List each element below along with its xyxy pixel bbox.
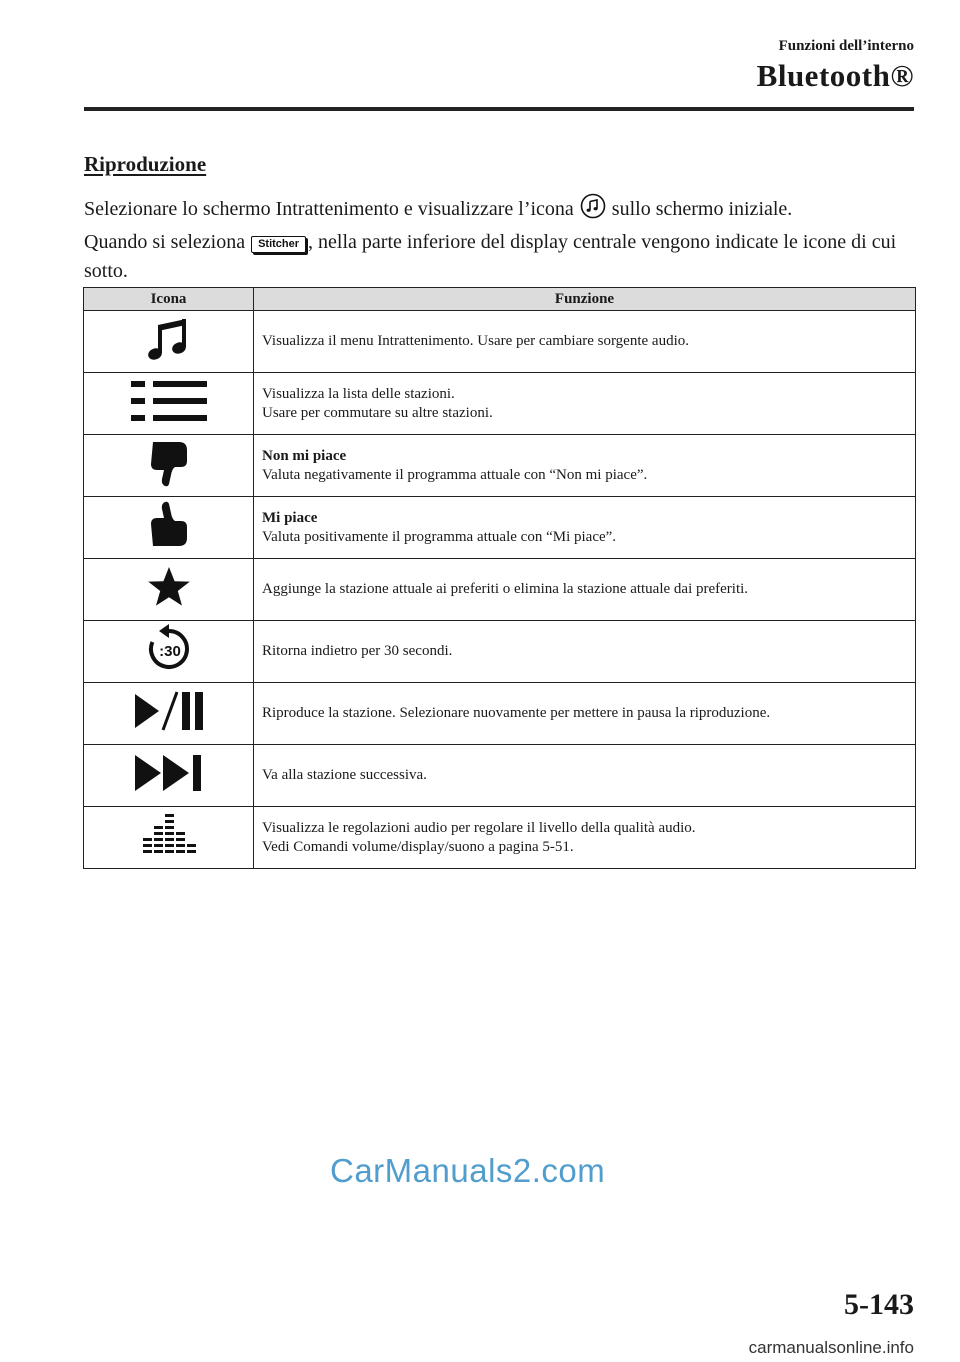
intro-text-4: , nella parte inferiore del display centrale vengono indicate le icone di cui sotto. [84,231,897,282]
table-row [84,621,916,683]
equalizer-icon [134,810,204,860]
column-header-icon: Icona [84,288,254,311]
row-description: Usare per commutare su altre stazioni. [262,404,493,421]
thumbs-down-icon [145,437,193,489]
play-pause-icon [129,688,209,734]
row-description: Visualizza le regolazioni audio per regolare il livello della qualità audio. [262,819,696,836]
header-divider [84,107,914,111]
icon-function-table [83,287,916,869]
row-description: Valuta negativamente il programma attuale con “Non mi piace”. [262,466,648,483]
row-description: Visualizza il menu Intrattenimento. Usare per cambiare sorgente audio. [262,333,689,349]
table-row [84,559,916,621]
row-description: Ritorna indietro per 30 secondi. [262,643,453,659]
replay-30-label: :30 [158,643,181,660]
intro-text-3: Quando si seleziona [84,231,246,253]
music-note-inline-icon [580,193,606,228]
footer-url: carmanualsonline.info [748,1338,914,1357]
row-description: Va alla stazione successiva. [262,767,427,783]
table-row [84,497,916,559]
table-header-row [84,288,916,311]
watermark: CarManuals2.com [330,1152,606,1189]
star-icon [146,564,192,610]
table-row [84,435,916,497]
table-row [84,373,916,435]
table-row [84,807,916,869]
stitcher-button-icon: Stitcher [251,236,306,253]
thumbs-up-icon [145,499,193,551]
row-description: Visualizza la lista delle stazioni. [262,385,455,402]
row-description: Valuta positivamente il programma attuale con “Mi piace”. [262,528,617,545]
intro-text-1: Selezionare lo schermo Intrattenimento e visualizzare l’icona [84,198,574,221]
intro-text-2: sullo schermo iniziale. [611,198,793,221]
row-description: Riproduce la stazione. Selezionare nuovamente per mettere in pausa la riproduzione. [262,705,771,721]
running-header-chapter: Bluetooth® [756,58,914,93]
skip-next-icon [131,751,207,795]
music-note-icon [143,313,195,365]
table-row [84,683,916,745]
table-row [84,311,916,373]
intro-paragraph [84,193,916,286]
row-description: Aggiunge la stazione attuale ai preferiti o elimina la stazione attuale dai preferiti. [262,581,749,597]
row-title: Non mi piace [262,447,347,464]
row-description: Vedi Comandi volume/display/suono a pagina 5-51. [262,838,574,855]
row-title: Mi piace [262,509,318,526]
table-row [84,745,916,807]
section-heading: Riproduzione [84,152,207,176]
page-number: 5-143 [844,1288,914,1321]
replay-30-icon [143,623,195,675]
running-header-section: Funzioni dell’interno [778,38,914,54]
list-icon [127,375,211,427]
column-header-function: Funzione [254,288,916,311]
